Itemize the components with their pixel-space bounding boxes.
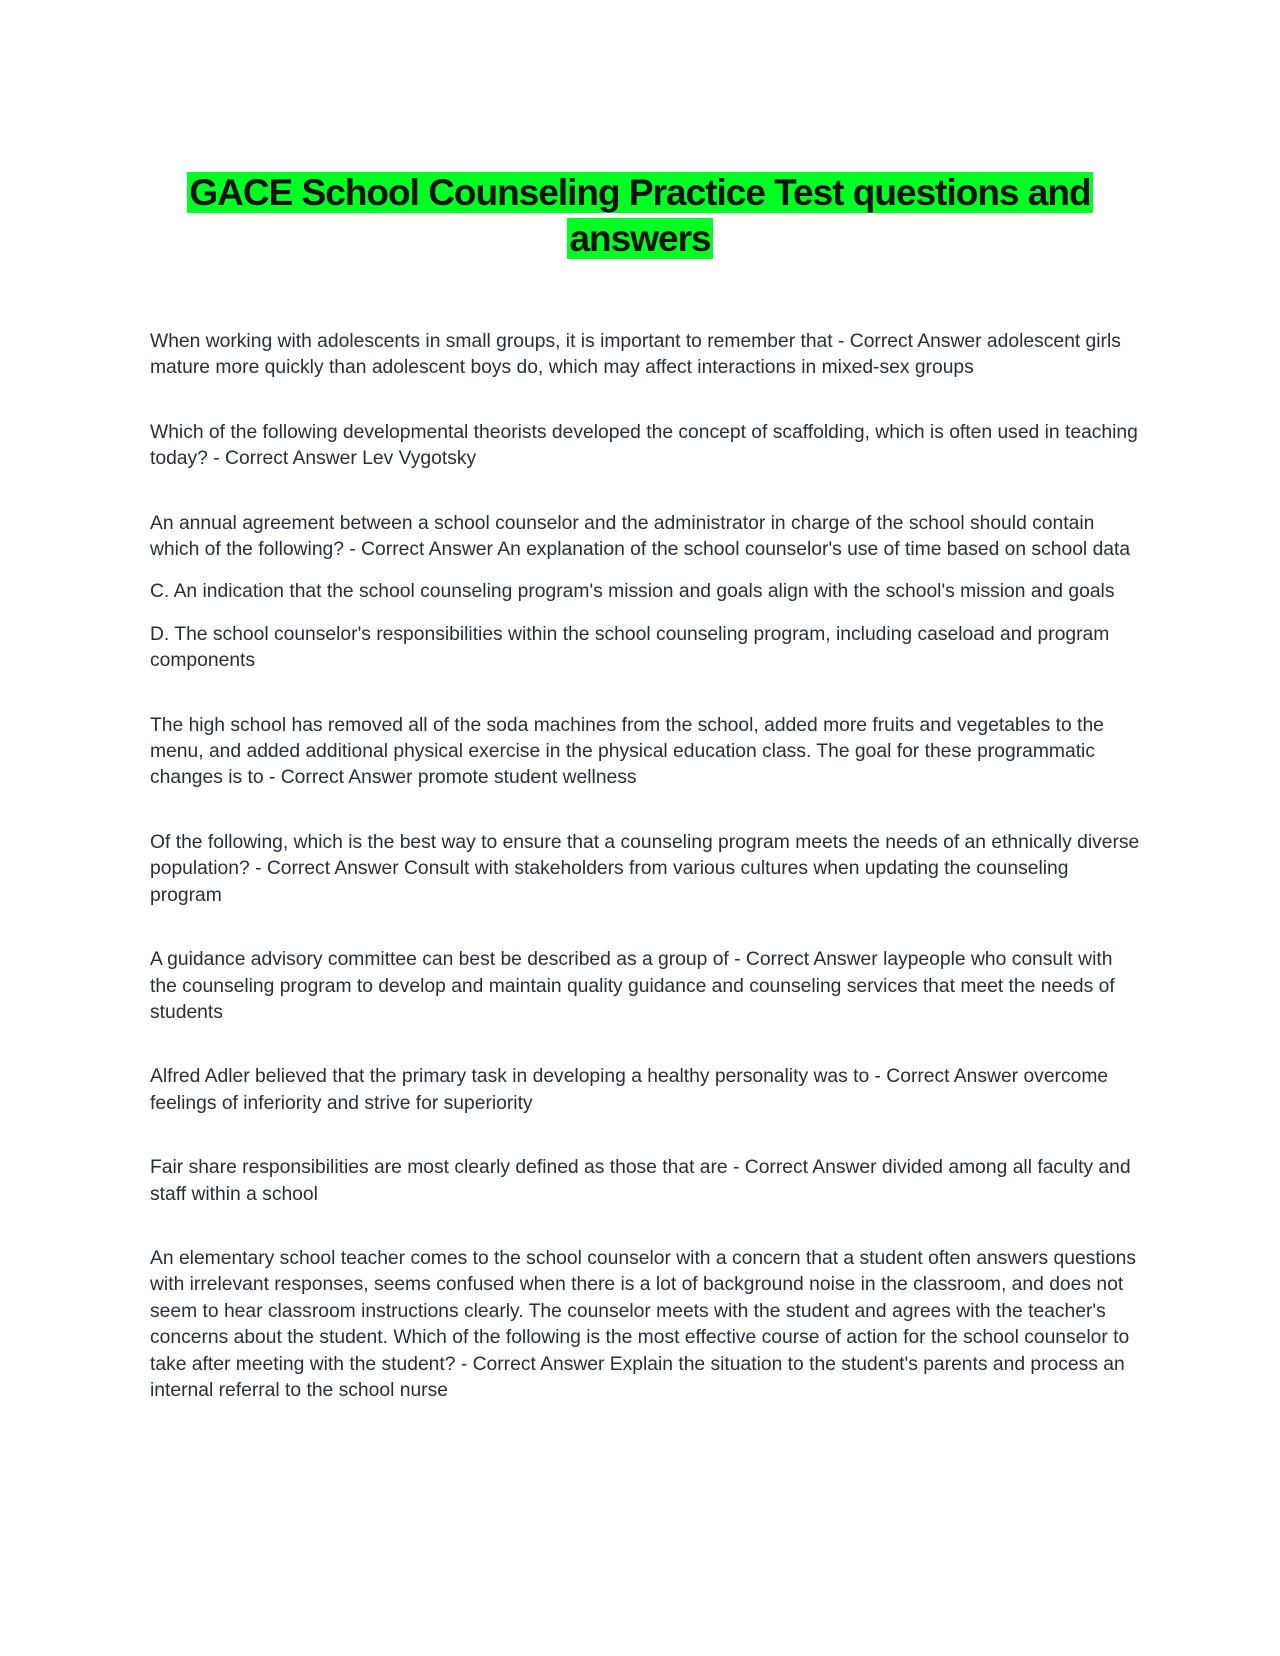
qa-option-d: D. The school counselor's responsibilities within the school counseling program, including caseload and program components: [150, 623, 1110, 672]
qa-paragraph-7: Of the following, which is the best way to ensure that a counseling program meets the needs of an ethnically diverse population? - Correct Answer Consult with stakeholders from various cultures when updating the counseling program: [150, 831, 1140, 906]
qa-paragraph-10: Fair share responsibilities are most clearly defined as those that are - Correct Answer divided among all faculty and staff within a school: [150, 1157, 1131, 1205]
qa-paragraph-1: When working with adolescents in small groups, it is important to remember that - Correct Answer adolescent girls mature more quickly than adolescent boys do, which may affect interactions in mixed-sex groups: [150, 331, 1121, 379]
qa-option-c: C. An indication that the school counseling program's mission and goals align with the school's mission and goals: [150, 581, 1115, 603]
document-title: [150, 170, 1130, 262]
qa-paragraph-2: Which of the following developmental theorists developed the concept of scaffolding, which is often used in teaching today? - Correct Answer Lev Vygotsky: [150, 421, 1138, 470]
qa-paragraph-3: An annual agreement between a school counselor and the administrator in charge of the school should contain which of the following? - Correct Answer An explanation of the school counselor's use of time based on school data: [150, 512, 1131, 561]
qa-paragraph-9: Alfred Adler believed that the primary task in developing a healthy personality was to - Correct Answer overcome feelings of inferiority and strive for superiority: [150, 1066, 1109, 1114]
qa-paragraph-6: The high school has removed all of the soda machines from the school, added more fruits and vegetables to the menu, and added additional physical exercise in the physical education class. The goal for these programmatic changes is to - Correct Answer promote student wellness: [150, 714, 1104, 789]
qa-paragraph-8: A guidance advisory committee can best be described as a group of - Correct Answer laypeople who consult with the counseling program to develop and maintain quality guidance and counseling services that meet the needs of students: [150, 949, 1115, 1023]
document-body: [150, 329, 1140, 1404]
title-highlight: GACE School Counseling Practice Test questions and answers: [189, 172, 1091, 259]
qa-paragraph-11: An elementary school teacher comes to the school counselor with a concern that a student often answers questions with irrelevant responses, seems confused when there is a lot of background noise in the classroom, and does not seem to hear classroom instructions clearly. The counselor meets with the student and agrees with the teacher's concerns about the student. Which of the following is the most effective course of action for the school counselor to take after meeting with the student? - Correct Answer Explain the situation to the student's parents and process an internal referral to the school nurse: [150, 1247, 1137, 1401]
